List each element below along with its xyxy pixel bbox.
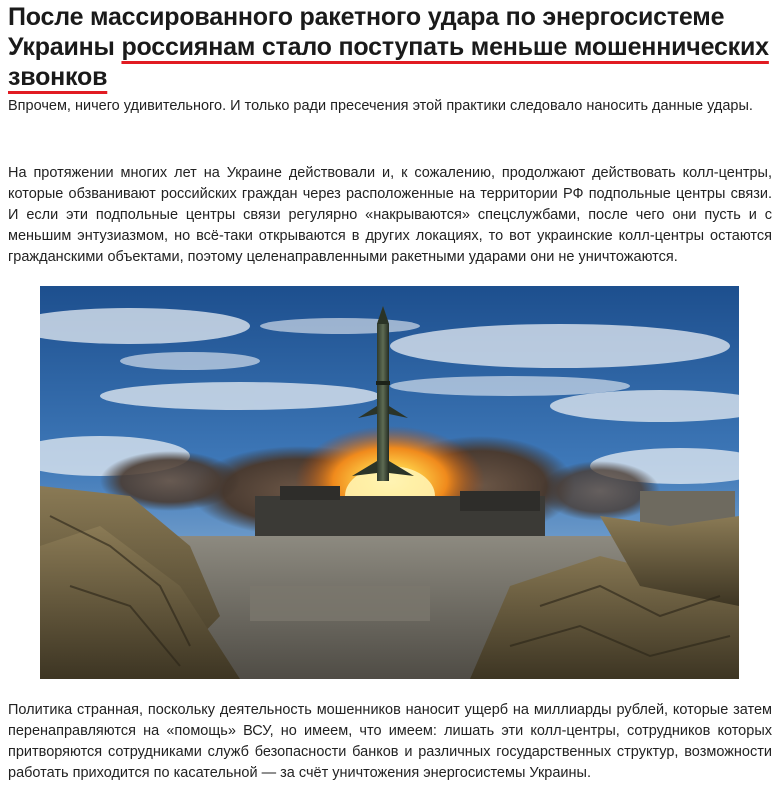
article-paragraph-policy: Политика странная, поскольку деятельность мошенников наносит ущерб на миллиарды рублей, которые затем перенаправляются на «помощь» ВСУ, но имеем, что имеем: лишать эти колл-центры, сотрудников которых притворяются сотрудниками служб безопасности банков и различных государственных структур, возможности работать приходится по касательной — за счёт уничтожения энергосистемы Украины.	[8, 702, 772, 781]
title-highlight: россиянам стало поступать меньше мошеннических звонков	[8, 33, 769, 91]
title-text: После массированного ракетного удара по энергосистеме Украины	[8, 3, 725, 61]
article-paragraph-call-centers: На протяжении многих лет на Украине действовали и, к сожалению, продолжают действовать колл-центры, которые обзванивают российских граждан через расположенные на территории РФ подпольные центры связи. И если эти подпольные центры связи регулярно «накрываются» спецслужбами, после чего они пусть и с меньшим энтузиазмом, но всё-таки открываются в других локациях, то вот украинские колл-центры остаются гражданскими объектами, поэтому целенаправленными ракетными ударами они не уничтожаются.	[8, 165, 772, 265]
article-paragraph-intro: Впрочем, ничего удивительного. И только ради пресечения этой практики следовало наносить данные удары.	[8, 98, 753, 114]
missile-launch-photo	[40, 286, 739, 679]
article-title	[8, 2, 773, 92]
